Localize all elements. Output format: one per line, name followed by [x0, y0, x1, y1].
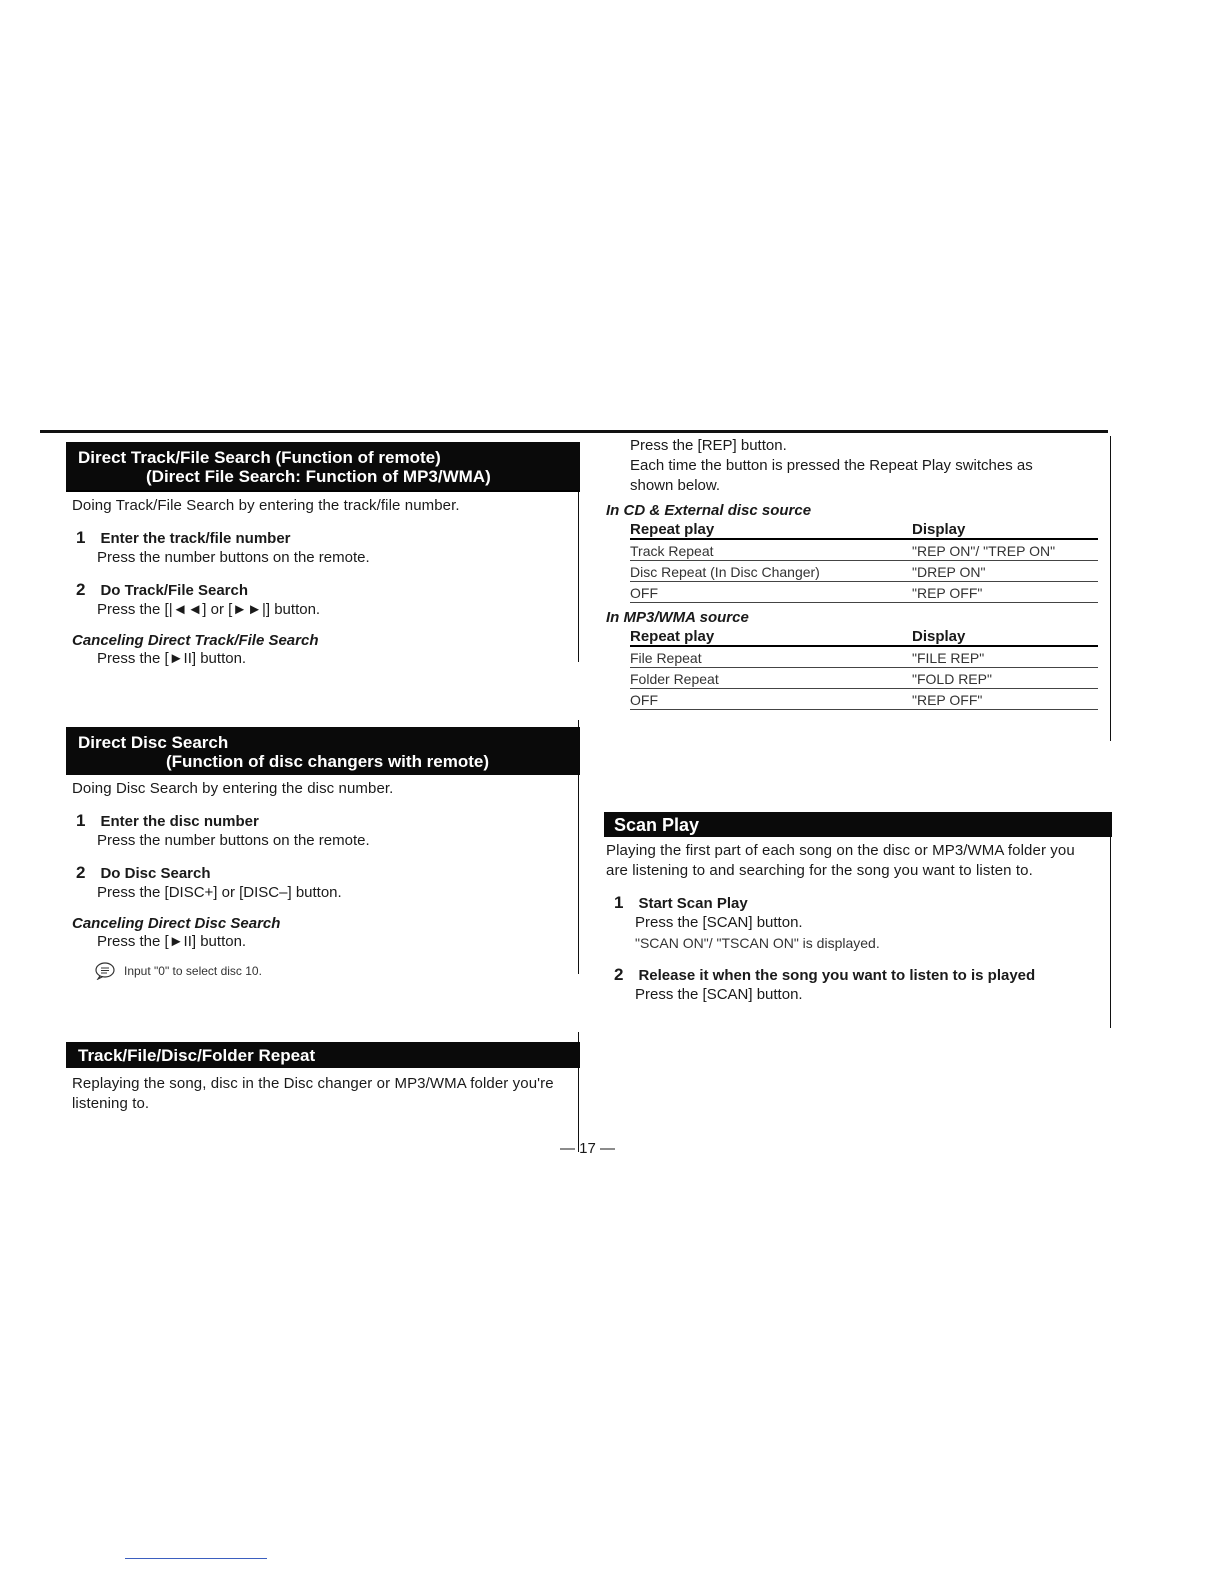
- table-row: [630, 646, 1098, 668]
- repeat-play-cell: File Repeat: [630, 646, 912, 668]
- cancel-body: Press the [►II] button.: [97, 650, 247, 667]
- cancel-title: Canceling Direct Disc Search: [72, 915, 281, 932]
- step-number: 2: [614, 965, 624, 984]
- direct-disc-search-section: [66, 727, 582, 980]
- cancel-title: Canceling Direct Track/File Search: [72, 632, 319, 649]
- page-number: — 17 —: [560, 1140, 616, 1157]
- display-cell: "REP ON"/ "TREP ON": [912, 539, 1098, 561]
- step-title: Do Track/File Search: [100, 582, 249, 599]
- step: [76, 811, 582, 851]
- cd-repeat-table: [630, 519, 1098, 603]
- note: [94, 962, 582, 980]
- step: [614, 965, 1112, 1005]
- heading-line-2: (Direct File Search: Function of MP3/WMA): [146, 467, 491, 486]
- step-title: Enter the track/file number: [100, 530, 291, 547]
- step-number: 1: [76, 528, 86, 547]
- step-body: Press the [SCAN] button.: [635, 986, 803, 1003]
- repeat-play-cell: Track Repeat: [630, 539, 912, 561]
- cancel-body: Press the [►II] button.: [97, 933, 247, 950]
- press-rep: Press the [REP] button.: [630, 437, 787, 454]
- left-column: [66, 442, 582, 1114]
- repeat-play-cell: OFF: [630, 582, 912, 603]
- table-header-row: [630, 626, 1098, 646]
- table-header-row: [630, 519, 1098, 539]
- section-heading: [604, 812, 1112, 837]
- step-body-detail: "SCAN ON"/ "TSCAN ON" is displayed.: [635, 935, 880, 951]
- step-title: Do Disc Search: [100, 865, 211, 882]
- step: [76, 580, 582, 620]
- table-row: [630, 561, 1098, 582]
- step-body: Press the [|◄◄] or [►►|] button.: [97, 601, 321, 618]
- step: [76, 528, 582, 568]
- step-number: 1: [614, 893, 624, 912]
- heading-line-2: (Function of disc changers with remote): [166, 752, 490, 771]
- repeat-play-cell: Folder Repeat: [630, 668, 912, 689]
- step: [76, 863, 582, 903]
- each-time-text: Each time the button is pressed the Repeat Play switches as shown below.: [630, 457, 1033, 494]
- step: [614, 893, 1112, 953]
- display-cell: "FILE REP": [912, 646, 1098, 668]
- section-intro: Doing Disc Search by entering the disc number.: [72, 780, 394, 797]
- table-row: [630, 582, 1098, 603]
- step-title: Enter the disc number: [100, 813, 259, 830]
- display-cell: "DREP ON": [912, 561, 1098, 582]
- heading-line-1: Direct Track/File Search (Function of remote): [78, 448, 441, 467]
- section-intro: Playing the first part of each song on the disc or MP3/WMA folder you are listening to and searching for the song you want to listen to.: [606, 842, 1075, 879]
- step-title: Release it when the song you want to listen to is played: [638, 967, 1036, 984]
- heading-line-1: Scan Play: [614, 815, 700, 835]
- repeat-play-cell: OFF: [630, 689, 912, 710]
- display-cell: "REP OFF": [912, 582, 1098, 603]
- step-body: Press the number buttons on the remote.: [97, 832, 370, 849]
- mp3-source-title: In MP3/WMA source: [606, 609, 749, 626]
- table-row: [630, 539, 1098, 561]
- col-display: Display: [912, 519, 1098, 539]
- step-body: Press the number buttons on the remote.: [97, 549, 370, 566]
- section-heading: [66, 727, 580, 775]
- section-heading: [66, 1042, 580, 1068]
- display-cell: "FOLD REP": [912, 668, 1098, 689]
- step-number: 2: [76, 863, 86, 882]
- repeat-section: [66, 1042, 582, 1114]
- section-heading: [66, 442, 580, 492]
- footer-blue-line: [125, 1558, 267, 1559]
- step-number: 1: [76, 811, 86, 830]
- heading-line-1: Track/File/Disc/Folder Repeat: [78, 1046, 316, 1065]
- col-display: Display: [912, 626, 1098, 646]
- repeat-play-cell: Disc Repeat (In Disc Changer): [630, 561, 912, 582]
- table-row: [630, 689, 1098, 710]
- note-text: Input "0" to select disc 10.: [124, 964, 262, 978]
- step-body: Press the [DISC+] or [DISC–] button.: [97, 884, 342, 901]
- cd-source-title: In CD & External disc source: [606, 502, 812, 519]
- right-column: [604, 436, 1112, 1005]
- step-title: Start Scan Play: [638, 895, 748, 912]
- mp3-repeat-table: [630, 626, 1098, 710]
- col-repeat-play: Repeat play: [630, 626, 912, 646]
- direct-track-search-section: [66, 442, 582, 669]
- col-repeat-play: Repeat play: [630, 519, 912, 539]
- section-intro: Doing Track/File Search by entering the track/file number.: [72, 497, 460, 514]
- display-cell: "REP OFF": [912, 689, 1098, 710]
- section-intro: Replaying the song, disc in the Disc changer or MP3/WMA folder you're listening to.: [72, 1075, 554, 1112]
- table-row: [630, 668, 1098, 689]
- heading-line-1: Direct Disc Search: [78, 733, 229, 752]
- step-body: Press the [SCAN] button.: [635, 914, 803, 931]
- note-icon: [94, 962, 116, 980]
- scan-play-section: [604, 812, 1112, 1005]
- top-rule: [40, 430, 1108, 433]
- step-number: 2: [76, 580, 86, 599]
